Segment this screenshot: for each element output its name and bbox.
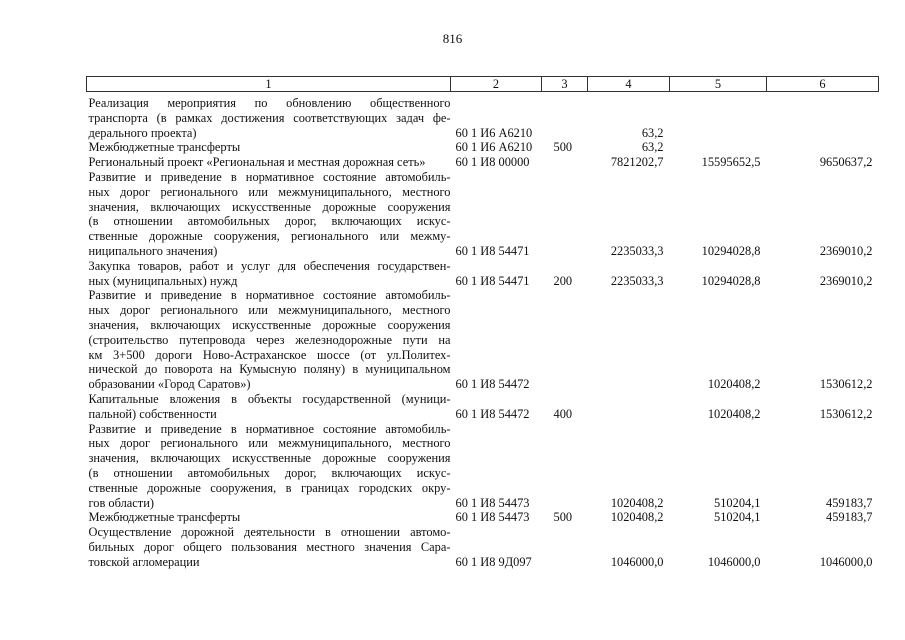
table-row xyxy=(87,92,879,141)
row-expense-type xyxy=(542,422,588,511)
description-line: (в отношении автомобильных дорог, включающих искус- xyxy=(88,214,451,229)
table-row xyxy=(87,155,879,170)
row-description xyxy=(87,155,451,170)
table-row xyxy=(87,525,879,569)
row-code: 60 1 И8 54472 xyxy=(455,406,530,421)
table-row xyxy=(87,140,879,155)
description-line: ниципального значения) xyxy=(88,243,218,258)
description-line: (строительство путепровода через железнодорожные пути на xyxy=(88,332,451,347)
description-line: пальной) собственности xyxy=(88,406,217,421)
description-line: ных дорог регионального или межмуниципального, местного xyxy=(88,184,451,199)
row-code: 60 1 И6 А6210 xyxy=(455,140,533,155)
description-line: значения, включающих искусственные дорожные сооружения xyxy=(88,199,451,214)
description-line: Развитие и приведение в нормативное состояние автомобиль- xyxy=(88,288,451,303)
description-line: ных (муниципальных) нужд xyxy=(88,273,238,288)
description-line: Осуществление дорожной деятельности в отношении автомо- xyxy=(88,525,451,540)
row-value-col4: 63,2 xyxy=(641,125,664,140)
row-expense-type xyxy=(542,288,588,392)
budget-table xyxy=(86,76,879,570)
row-code: 60 1 И8 54471 xyxy=(455,243,530,258)
description-line: товской агломерации xyxy=(88,554,200,569)
description-line: нической до поворота на Кумысную поляну) в муниципальном xyxy=(88,362,451,377)
description-line: Межбюджетные трансферты xyxy=(88,140,241,155)
page-number: 816 xyxy=(442,31,463,46)
row-value-col5: 10294028,8 xyxy=(701,243,761,258)
row-value-col6: 1530612,2 xyxy=(819,377,873,392)
row-code: 60 1 И8 00000 xyxy=(455,155,530,170)
row-description xyxy=(87,288,451,392)
table-row xyxy=(87,510,879,525)
row-value-col4 xyxy=(588,288,670,392)
description-line: ственные дорожные сооружения, регионального или межму- xyxy=(88,229,451,244)
table-body xyxy=(87,92,879,570)
table-row xyxy=(87,288,879,392)
row-expense-type xyxy=(542,170,588,259)
table-row xyxy=(87,422,879,511)
row-expense-type: 200 xyxy=(553,273,573,288)
header-col-3: 3 xyxy=(542,77,588,92)
row-value-col4: 63,2 xyxy=(641,140,664,155)
header-col-5: 5 xyxy=(670,77,767,92)
row-description xyxy=(87,422,451,511)
row-description xyxy=(87,140,451,155)
header-col-4: 4 xyxy=(588,77,670,92)
row-value-col6: 1530612,2 xyxy=(819,406,873,421)
row-expense-type xyxy=(542,155,588,170)
description-line: образовании «Город Саратов») xyxy=(88,377,251,392)
row-code: 60 1 И8 54472 xyxy=(455,377,530,392)
row-value-col4: 1046000,0 xyxy=(610,554,664,569)
row-value-col6: 459183,7 xyxy=(826,495,873,510)
description-line: значения, включающих искусственные дорожные сооружения xyxy=(88,317,451,332)
row-code: 60 1 И8 54473 xyxy=(455,495,530,510)
row-value-col4 xyxy=(588,392,670,422)
description-line: транспорта (в рамках достижения соответствующих задач фе- xyxy=(88,110,451,125)
row-value-col5 xyxy=(670,92,767,141)
description-line: Закупка товаров, работ и услуг для обеспечения государствен- xyxy=(88,258,451,273)
row-value-col5 xyxy=(670,140,767,155)
row-value-col6: 2369010,2 xyxy=(819,243,873,258)
description-line: Реализация мероприятия по обновлению общественного xyxy=(88,96,451,110)
row-code: 60 1 И6 А6210 xyxy=(455,125,533,140)
row-expense-type: 400 xyxy=(553,406,573,421)
description-line: бильных дорог общего пользования местного значения Сара- xyxy=(88,539,451,554)
row-value-col4: 2235033,3 xyxy=(610,243,664,258)
row-value-col4: 2235033,3 xyxy=(610,273,664,288)
description-line: ных дорог регионального или межмуниципального, местного xyxy=(88,436,451,451)
description-line: значения, включающих искусственные дорожные сооружения xyxy=(88,451,451,466)
description-line: ных дорог регионального или межмуниципального, местного xyxy=(88,303,451,318)
row-value-col6: 9650637,2 xyxy=(819,155,873,170)
description-line: Развитие и приведение в нормативное состояние автомобиль- xyxy=(88,169,451,184)
row-value-col6: 459183,7 xyxy=(826,510,873,525)
row-value-col6: 2369010,2 xyxy=(819,273,873,288)
row-value-col4: 1020408,2 xyxy=(610,495,664,510)
row-code: 60 1 И8 54471 xyxy=(455,273,530,288)
row-code: 60 1 И8 54473 xyxy=(455,510,530,525)
row-value-col5: 510204,1 xyxy=(714,495,761,510)
row-value-col5: 510204,1 xyxy=(714,510,761,525)
header-col-1: 1 xyxy=(87,77,451,92)
row-description xyxy=(87,170,451,259)
header-row xyxy=(87,77,879,92)
row-expense-type xyxy=(542,92,588,141)
row-value-col5: 1046000,0 xyxy=(707,554,761,569)
row-value-col5: 1020408,2 xyxy=(707,406,761,421)
row-value-col4: 1020408,2 xyxy=(610,510,664,525)
table-row xyxy=(87,392,879,422)
header-col-2: 2 xyxy=(451,77,542,92)
description-line: гов области) xyxy=(88,495,154,510)
description-line: Межбюджетные трансферты xyxy=(88,510,241,525)
table-row xyxy=(87,259,879,289)
row-value-col6 xyxy=(767,92,879,141)
row-expense-type: 500 xyxy=(553,140,573,155)
row-description xyxy=(87,392,451,422)
description-line: Региональный проект «Региональная и местная дорожная сеть» xyxy=(88,155,426,170)
description-line: дерального проекта) xyxy=(88,125,197,140)
header-col-6: 6 xyxy=(767,77,879,92)
description-line: ственные дорожные сооружения, в границах городских окру- xyxy=(88,480,451,495)
row-description xyxy=(87,259,451,289)
description-line: км 3+500 дороги Ново-Астраханское шоссе (от ул.Политех- xyxy=(88,347,451,362)
row-value-col5: 10294028,8 xyxy=(701,273,761,288)
row-value-col5: 1020408,2 xyxy=(707,377,761,392)
row-value-col6: 1046000,0 xyxy=(819,554,873,569)
row-description xyxy=(87,510,451,525)
row-expense-type: 500 xyxy=(553,510,573,525)
description-line: Развитие и приведение в нормативное состояние автомобиль- xyxy=(88,421,451,436)
row-expense-type xyxy=(542,525,588,569)
description-line: (в отношении автомобильных дорог, включающих искус- xyxy=(88,465,451,480)
row-value-col6 xyxy=(767,140,879,155)
table-row xyxy=(87,170,879,259)
row-value-col5: 15595652,5 xyxy=(701,155,761,170)
row-description xyxy=(87,92,451,141)
row-value-col4: 7821202,7 xyxy=(610,155,664,170)
row-code: 60 1 И8 9Д097 xyxy=(455,554,532,569)
row-description xyxy=(87,525,451,569)
description-line: Капитальные вложения в объекты государственной (муници- xyxy=(88,391,451,406)
